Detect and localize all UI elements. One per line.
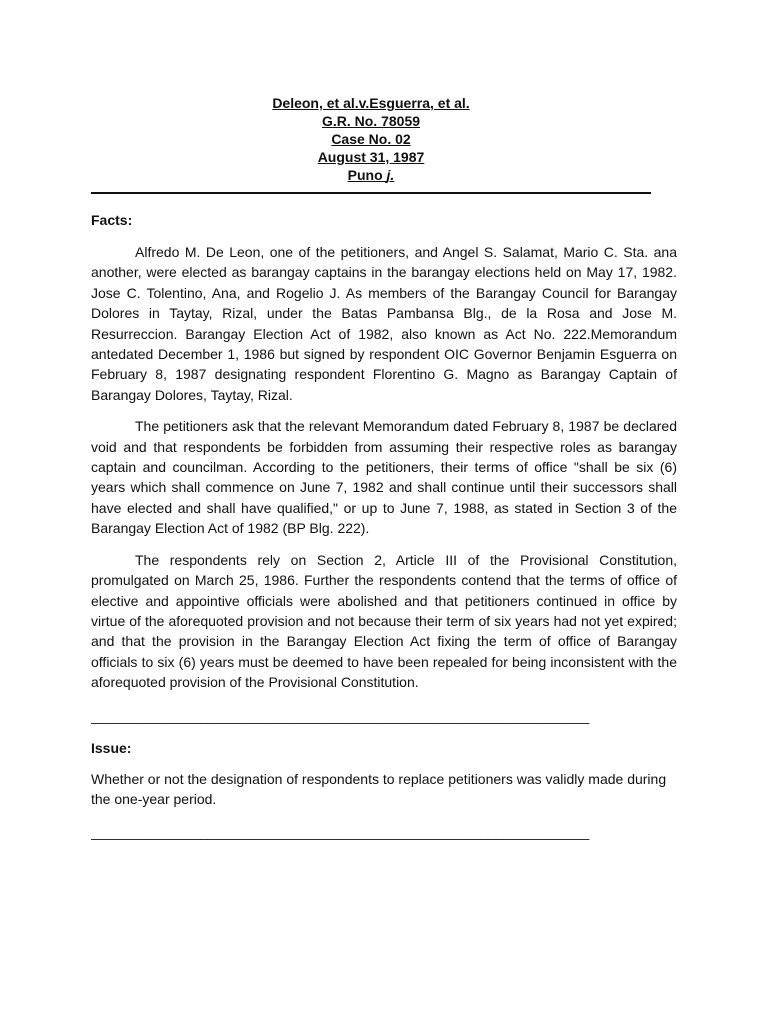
case-number: Case No. 02 (331, 131, 411, 147)
decision-date: August 31, 1987 (317, 149, 425, 165)
section-divider-2: ________________________________________________________________ (91, 824, 590, 841)
ponente-suffix: j. (386, 167, 395, 183)
gr-number: G.R. No. 78059 (321, 113, 421, 129)
section-divider-1: ________________________________________________________________ (91, 707, 590, 724)
header-rule (91, 192, 651, 194)
ponente-name: Puno (347, 167, 387, 183)
facts-paragraph-1: Alfredo M. De Leon, one of the petitioners, and Angel S. Salamat, Mario C. Sta. ana another, were elected as barangay captains in the barangay elections held on May 17, 1982. Jose C. Tolentino, Ana, and Rogelio J. As members of the Barangay Council for Barangay Dolores in Taytay, Rizal, under the Batas Pambansa Blg., de la Rosa and Jose M. Resurreccion. Barangay Election Act of 1982, also known as Act No. 222.Memorandum antedated December 1, 1986 but signed by respondent OIC Governor Benjamin Esguerra on February 8, 1987 designating respondent Florentino G. Magno as Barangay Captain of Barangay Dolores, Taytay, Rizal. (91, 244, 677, 403)
facts-paragraph-2: The petitioners ask that the relevant Memorandum dated February 8, 1987 be declared void and that respondents be forbidden from assuming their respective roles as barangay captain and councilman. According to the petitioners, their terms of office "shall be six (6) years which shall commence on June 7, 1982 and shall continue until their successors shall have elected and shall have qualified," or up to June 7, 1988, as stated in Section 3 of the Barangay Election Act of 1982 (BP Blg. 222). (91, 418, 677, 537)
document-page (91, 94, 677, 841)
facts-heading: Facts: (91, 212, 133, 228)
case-title: Deleon, et al.v.Esguerra, et al. (272, 95, 470, 111)
ponente (91, 166, 651, 184)
case-header (91, 94, 651, 184)
issue-heading: Issue: (91, 739, 132, 756)
issue-text: Whether or not the designation of respondents to replace petitioners was validly made during the one-year period. (91, 770, 667, 807)
facts-paragraph-3: The respondents rely on Section 2, Article III of the Provisional Constitution, promulgated on March 25, 1986. Further the respondents contend that the terms of office of elective and appointive officials were abolished and that petitioners continued in office by virtue of the aforequoted provision and not because their term of six years had not yet expired; and that the provision in the Barangay Election Act fixing the term of office of Barangay officials to six (6) years must be deemed to have been repealed for being inconsistent with the aforequoted provision of the Provisional Constitution. (91, 551, 677, 691)
